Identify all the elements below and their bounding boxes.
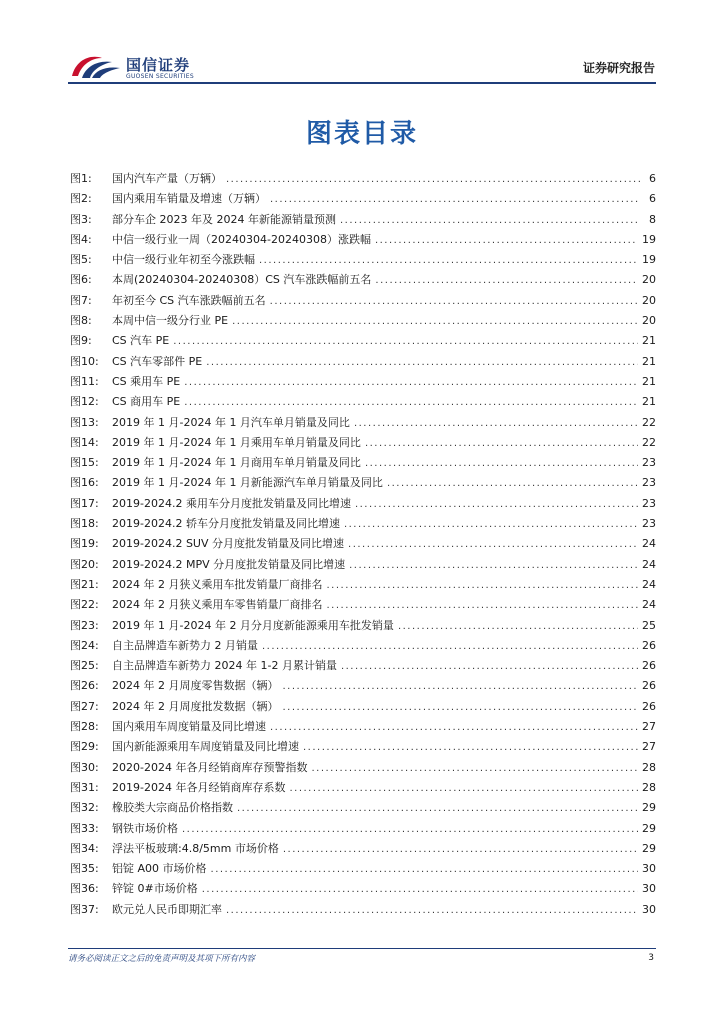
toc-entry[interactable]: [70, 170, 656, 190]
toc-leader-dots: [282, 681, 638, 692]
footer-divider: [68, 948, 656, 949]
toc-leader-dots: [184, 397, 638, 408]
toc-leader-dots: [289, 783, 638, 794]
toc-entry[interactable]: [70, 880, 656, 900]
toc-leader-dots: [387, 478, 638, 489]
toc-page-number: 26: [642, 638, 656, 652]
page-number: 3: [648, 953, 654, 963]
toc-figure-number: 图32:: [70, 801, 99, 815]
toc-figure-number: 图13:: [70, 415, 99, 429]
toc-figure-number: 图3:: [70, 212, 92, 226]
toc-page-number: 26: [642, 659, 656, 673]
toc-page-number: 23: [642, 456, 656, 470]
toc-page-number: 21: [642, 374, 656, 388]
toc-leader-dots: [270, 722, 638, 733]
toc-page-number: 29: [642, 821, 656, 835]
toc-entry[interactable]: [70, 738, 656, 758]
toc-figure-number: 图6:: [70, 273, 92, 287]
toc-page-number: 20: [642, 293, 656, 307]
toc-page-number: 21: [642, 354, 656, 368]
toc-figure-number: 图14:: [70, 435, 99, 449]
toc-page-number: 21: [642, 334, 656, 348]
toc-figure-title: 自主品牌造车新势力 2 月销量: [112, 638, 258, 652]
toc-entry[interactable]: [70, 271, 656, 291]
toc-figure-title: 自主品牌造车新势力 2024 年 1-2 月累计销量: [112, 659, 337, 673]
toc-figure-number: 图35:: [70, 862, 99, 876]
toc-figure-number: 图27:: [70, 699, 99, 713]
page-title: 图表目录: [305, 119, 418, 149]
toc-entry[interactable]: [70, 698, 656, 718]
toc-figure-title: 铝锭 A00 市场价格: [112, 862, 207, 876]
toc-entry[interactable]: [70, 495, 656, 515]
toc-page-number: 27: [642, 740, 656, 754]
toc-leader-dots: [226, 174, 640, 185]
toc-page-number: 30: [642, 902, 656, 916]
toc-page-number: 30: [642, 862, 656, 876]
toc-page-number: 20: [642, 273, 656, 287]
toc-figure-title: 中信一级行业年初至今涨跌幅: [112, 253, 255, 267]
toc-figure-number: 图4:: [70, 232, 92, 246]
toc-page-number: 8: [649, 212, 656, 226]
toc-figure-number: 图26:: [70, 679, 99, 693]
report-type-label: 证券研究报告: [582, 61, 655, 75]
toc-page-number: 23: [642, 496, 656, 510]
toc-figure-number: 图9:: [70, 334, 92, 348]
toc-page-number: 22: [642, 415, 656, 429]
toc-figure-number: 图1:: [70, 172, 92, 185]
toc-figure-title: CS 乘用车 PE: [112, 374, 181, 388]
toc-figure-number: 图37:: [70, 902, 99, 916]
toc-page-number: 21: [642, 395, 656, 409]
toc-leader-dots: [341, 661, 638, 672]
toc-leader-dots: [311, 763, 638, 774]
toc-entry[interactable]: [70, 515, 656, 535]
toc-page-number: 20: [642, 314, 656, 328]
toc-figure-title: 部分车企 2023 年及 2024 年新能源销量预测: [112, 212, 336, 226]
toc-page-number: 26: [642, 699, 656, 713]
table-of-figures: [70, 170, 656, 921]
toc-figure-title: 锌锭 0#市场价格: [112, 882, 198, 896]
toc-page-number: 22: [642, 435, 656, 449]
toc-figure-number: 图30:: [70, 760, 99, 774]
toc-page-number: 30: [642, 882, 656, 896]
toc-figure-number: 图17:: [70, 496, 99, 510]
toc-figure-title: 2024 年 2 月周度零售数据（辆）: [112, 679, 279, 693]
toc-leader-dots: [182, 824, 638, 835]
toc-figure-title: 2019 年 1 月-2024 年 1 月商用车单月销量及同比: [112, 456, 361, 470]
toc-figure-number: 图20:: [70, 557, 99, 571]
footer-disclaimer: 请务必阅读正文之后的免责声明及其项下所有内容: [68, 954, 256, 964]
toc-leader-dots: [232, 316, 638, 327]
toc-figure-title: 2019 年 1 月-2024 年 1 月新能源汽车单月销量及同比: [112, 476, 383, 490]
toc-figure-title: 2020-2024 年各月经销商库存预警指数: [112, 760, 308, 774]
toc-figure-title: 2024 年 2 月狭义乘用车零售销量厂商排名: [112, 598, 323, 612]
toc-figure-title: 国内新能源乘用车周度销量及同比增速: [112, 740, 299, 754]
toc-page-number: 6: [649, 192, 656, 206]
toc-figure-title: 2019-2024.2 MPV 分月度批发销量及同比增速: [112, 557, 346, 571]
toc-entry[interactable]: [70, 596, 656, 616]
toc-page-number: 23: [642, 476, 656, 490]
toc-leader-dots: [282, 702, 638, 713]
toc-leader-dots: [365, 458, 638, 469]
toc-entry[interactable]: [70, 901, 656, 921]
toc-figure-title: 本周(20240304-20240308）CS 汽车涨跌幅前五名: [112, 273, 372, 287]
toc-page-number: 19: [642, 232, 656, 246]
toc-figure-title: 2019-2024.2 乘用车分月度批发销量及同比增速: [112, 496, 351, 510]
guosen-logo-mark-icon: [68, 50, 122, 84]
toc-figure-title: 2019-2024.2 SUV 分月度批发销量及同比增速: [112, 537, 345, 551]
toc-figure-number: 图7:: [70, 293, 92, 307]
logo-name-cn: 国信证券: [126, 56, 191, 74]
toc-leader-dots: [202, 884, 638, 895]
toc-figure-number: 图15:: [70, 456, 99, 470]
toc-figure-number: 图12:: [70, 395, 99, 409]
logo-name-en: GUOSEN SECURITIES: [126, 73, 195, 80]
toc-figure-title: 国内乘用车周度销量及同比增速: [112, 720, 266, 734]
toc-leader-dots: [303, 742, 638, 753]
toc-entry[interactable]: [70, 657, 656, 677]
toc-leader-dots: [226, 905, 638, 916]
toc-leader-dots: [262, 641, 638, 652]
toc-figure-title: 2019 年 1 月-2024 年 2 月分月度新能源乘用车批发销量: [112, 618, 394, 632]
toc-page-number: 24: [642, 577, 656, 591]
toc-leader-dots: [340, 215, 640, 226]
toc-figure-number: 图28:: [70, 720, 99, 734]
toc-figure-number: 图36:: [70, 882, 99, 896]
toc-page-number: 27: [642, 720, 656, 734]
toc-page-number: 23: [642, 517, 656, 531]
toc-leader-dots: [283, 844, 638, 855]
toc-figure-number: 图16:: [70, 476, 99, 490]
toc-leader-dots: [270, 296, 638, 307]
toc-page-number: 28: [642, 760, 656, 774]
toc-figure-title: 2019-2024.2 轿车分月度批发销量及同比增速: [112, 517, 340, 531]
toc-entry[interactable]: [70, 799, 656, 819]
guosen-logo: [68, 50, 208, 84]
toc-leader-dots: [259, 255, 638, 266]
toc-figure-title: 2019-2024 年各月经销商库存系数: [112, 780, 286, 794]
toc-leader-dots: [344, 519, 638, 530]
page-header: [0, 0, 724, 90]
toc-figure-title: 橡胶类大宗商品价格指数: [112, 801, 233, 815]
toc-page-number: 24: [642, 537, 656, 551]
toc-figure-title: 中信一级行业一周（20240304-20240308）涨跌幅: [112, 232, 371, 246]
header-divider: [68, 82, 656, 84]
toc-leader-dots: [326, 600, 638, 611]
toc-page-number: 6: [649, 172, 656, 185]
toc-figure-number: 图21:: [70, 577, 99, 591]
toc-leader-dots: [326, 580, 638, 591]
toc-entry[interactable]: [70, 556, 656, 576]
toc-leader-dots: [270, 194, 640, 205]
toc-entry[interactable]: [70, 251, 656, 271]
toc-figure-number: 图25:: [70, 659, 99, 673]
toc-leader-dots: [354, 418, 638, 429]
toc-figure-title: CS 商用车 PE: [112, 395, 181, 409]
toc-entry[interactable]: [70, 312, 656, 332]
toc-figure-number: 图10:: [70, 354, 99, 368]
toc-figure-number: 图34:: [70, 841, 99, 855]
toc-figure-title: 钢铁市场价格: [112, 821, 178, 835]
toc-figure-title: 2019 年 1 月-2024 年 1 月汽车单月销量及同比: [112, 415, 350, 429]
toc-figure-number: 图23:: [70, 618, 99, 632]
toc-entry[interactable]: [70, 779, 656, 799]
toc-entry[interactable]: [70, 414, 656, 434]
toc-page-number: 29: [642, 801, 656, 815]
toc-figure-title: 本周中信一级分行业 PE: [112, 314, 229, 328]
toc-leader-dots: [398, 621, 638, 632]
toc-figure-title: CS 汽车 PE: [112, 334, 170, 348]
toc-figure-title: 2019 年 1 月-2024 年 1 月乘用车单月销量及同比: [112, 435, 361, 449]
toc-entry[interactable]: [70, 820, 656, 840]
toc-figure-number: 图33:: [70, 821, 99, 835]
toc-leader-dots: [206, 357, 638, 368]
toc-figure-number: 图18:: [70, 517, 99, 531]
toc-figure-title: CS 汽车零部件 PE: [112, 354, 203, 368]
toc-entry[interactable]: [70, 860, 656, 880]
toc-entry[interactable]: [70, 292, 656, 312]
toc-leader-dots: [173, 336, 638, 347]
toc-entry[interactable]: [70, 474, 656, 494]
toc-entry[interactable]: [70, 840, 656, 860]
toc-page-number: 19: [642, 253, 656, 267]
toc-leader-dots: [349, 560, 638, 571]
toc-entry[interactable]: [70, 677, 656, 697]
toc-figure-title: 浮法平板玻璃:4.8/5mm 市场价格: [112, 841, 279, 855]
toc-figure-number: 图5:: [70, 253, 92, 267]
toc-entry[interactable]: [70, 353, 656, 373]
toc-figure-number: 图2:: [70, 192, 92, 206]
toc-entry[interactable]: [70, 332, 656, 352]
toc-page-number: 28: [642, 780, 656, 794]
toc-entry[interactable]: [70, 637, 656, 657]
toc-leader-dots: [237, 803, 638, 814]
toc-figure-number: 图24:: [70, 638, 99, 652]
toc-entry[interactable]: [70, 211, 656, 231]
toc-figure-title: 2024 年 2 月周度批发数据（辆）: [112, 699, 279, 713]
toc-leader-dots: [348, 539, 638, 550]
toc-figure-number: 图29:: [70, 740, 99, 754]
toc-figure-number: 图8:: [70, 314, 92, 328]
toc-leader-dots: [355, 499, 638, 510]
toc-entry[interactable]: [70, 434, 656, 454]
toc-leader-dots: [365, 438, 638, 449]
toc-figure-number: 图11:: [70, 374, 99, 388]
toc-figure-number: 图31:: [70, 780, 99, 794]
toc-figure-title: 2024 年 2 月狭义乘用车批发销量厂商排名: [112, 577, 323, 591]
toc-figure-number: 图22:: [70, 598, 99, 612]
toc-leader-dots: [375, 275, 638, 286]
toc-entry[interactable]: [70, 373, 656, 393]
toc-entry[interactable]: [70, 535, 656, 555]
toc-entry[interactable]: [70, 617, 656, 637]
toc-leader-dots: [211, 864, 638, 875]
toc-page-number: 26: [642, 679, 656, 693]
toc-leader-dots: [375, 235, 638, 246]
toc-entry[interactable]: [70, 759, 656, 779]
toc-figure-title: 欧元兑人民币即期汇率: [112, 902, 222, 916]
toc-entry[interactable]: [70, 190, 656, 210]
toc-entry[interactable]: [70, 393, 656, 413]
toc-entry[interactable]: [70, 718, 656, 738]
toc-leader-dots: [184, 377, 638, 388]
toc-figure-title: 国内乘用车销量及增速（万辆）: [112, 192, 266, 206]
toc-figure-title: 年初至今 CS 汽车涨跌幅前五名: [112, 293, 266, 307]
toc-entry[interactable]: [70, 231, 656, 251]
toc-page-number: 25: [642, 618, 656, 632]
toc-figure-title: 国内汽车产量（万辆）: [112, 172, 222, 185]
toc-page-number: 29: [642, 841, 656, 855]
toc-page-number: 24: [642, 598, 656, 612]
toc-page-number: 24: [642, 557, 656, 571]
toc-figure-number: 图19:: [70, 537, 99, 551]
toc-entry[interactable]: [70, 576, 656, 596]
toc-entry[interactable]: [70, 454, 656, 474]
